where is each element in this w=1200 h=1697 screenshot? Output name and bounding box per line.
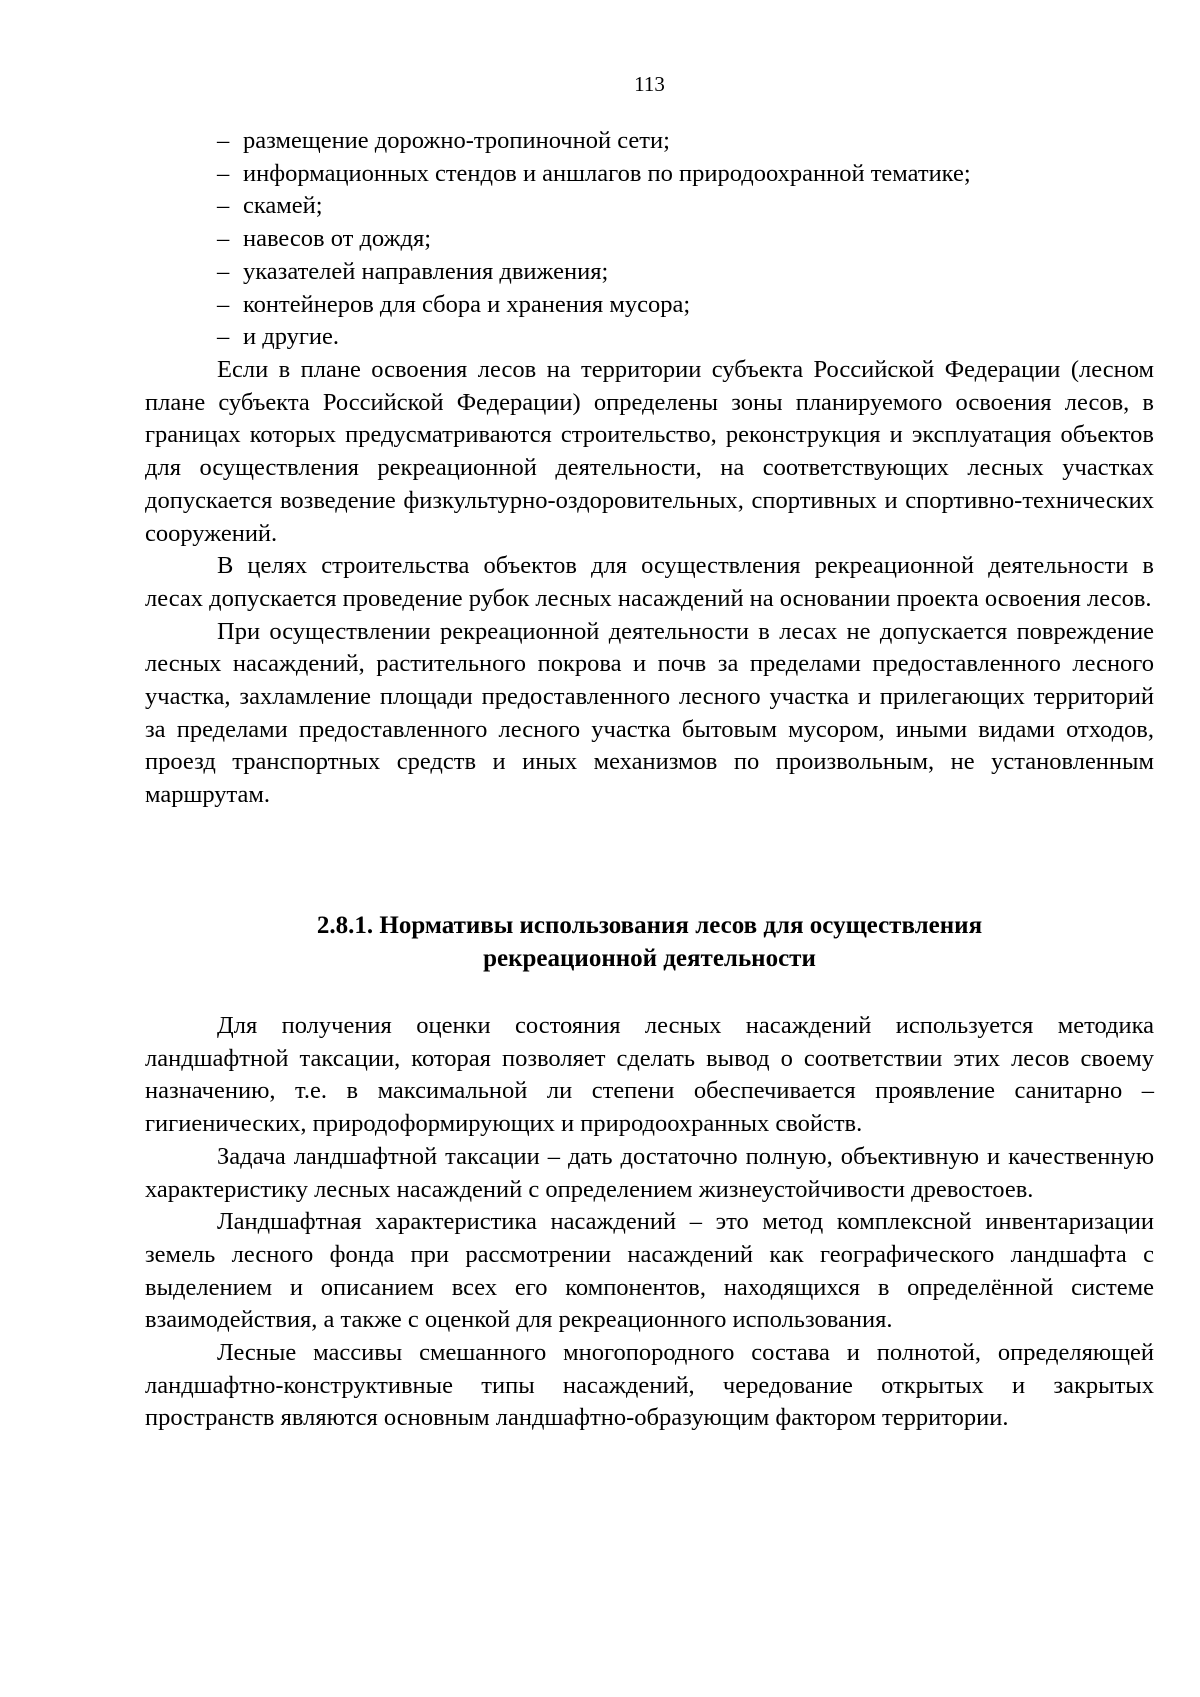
paragraph: Если в плане освоения лесов на территории субъекта Российской Федерации (лесном плане субъекта Российской Федерации) определены зоны планируемого освоения лесов, в границах которых предусматриваются строительство, реконструкция и эксплуатация объектов для осуществления рекреационной деятельности, на соответствующих лесных участках допускается возведение физкультурно-оздоровительных, спортивных и спортивно-технических сооружений. [145, 356, 1154, 547]
list-item [145, 321, 1154, 354]
list-item-text: скамей; [243, 192, 323, 220]
section-heading [145, 910, 1154, 975]
list-item-text: навесов от дождя; [243, 225, 432, 253]
bullet-dash: – [217, 159, 230, 187]
list-item [145, 158, 1154, 191]
paragraph: Для получения оценки состояния лесных насаждений используется методика ландшафтной таксации, которая позволяет сделать вывод о соответствии этих лесов своему назначению, т.е. в максимальной ли степени обеспечивается проявление санитарно – гигиенических, природоформирующих и природоохранных свойств. [145, 1012, 1154, 1138]
bullet-dash: – [217, 127, 230, 154]
paragraph: Задача ландшафтной таксации – дать достаточно полную, объективную и качественную характеристику лесных насаждений с определением жизнеустойчивости древостоев. [145, 1142, 1154, 1203]
section-heading-line: рекреационной деятельности [483, 944, 816, 972]
list-item-text: указателей направления движения; [243, 257, 609, 285]
bullet-dash: – [217, 192, 230, 220]
bullet-dash: – [217, 290, 230, 318]
list-item [145, 223, 1154, 256]
list-item [145, 125, 1154, 158]
bullet-dash: – [217, 323, 230, 351]
bullet-dash: – [217, 257, 230, 285]
bullet-dash: – [217, 225, 230, 253]
list-item-text: информационных стендов и аншлагов по природоохранной тематике; [243, 159, 971, 187]
paragraph: Лесные массивы смешанного многопородного состава и полнотой, определяющей ландшафтно-конструктивные типы насаждений, чередование открытых и закрытых пространств являются основным ландшафтно-образующим фактором территории. [145, 1339, 1154, 1432]
body-text-top [145, 354, 1154, 812]
list-item-text: размещение дорожно-тропиночной сети; [243, 127, 670, 154]
bullet-list [145, 125, 1154, 354]
list-item [145, 289, 1154, 322]
paragraph: В целях строительства объектов для осуществления рекреационной деятельности в лесах допускается проведение рубок лесных насаждений на основании проекта освоения лесов. [145, 552, 1154, 612]
paragraph: При осуществлении рекреационной деятельности в лесах не допускается повреждение лесных насаждений, растительного покрова и почв за пределами предоставленного лесного участка, захламление площади предоставленного лесного участка и прилегающих территорий за пределами предоставленного лесного участка бытовым мусором, иными видами отходов, проезд транспортных средств и иных механизмов по произвольным, не установленным маршрутам. [145, 617, 1154, 809]
section-heading-line: 2.8.1. Нормативы использования лесов для осуществления [316, 912, 983, 939]
list-item-text: контейнеров для сбора и хранения мусора; [243, 290, 691, 318]
list-item [145, 256, 1154, 289]
page-number: 113 [634, 72, 665, 96]
list-item-text: и другие. [243, 323, 340, 351]
paragraph: Ландшафтная характеристика насаждений – это метод комплексной инвентаризации земель лесного фонда при рассмотрении насаждений как географического ландшафта с выделением и описанием всех его компонентов, находящихся в определённой системе взаимодействия, а также с оценкой для рекреационного использования. [145, 1208, 1154, 1334]
list-item [145, 190, 1154, 223]
body-text-bottom [145, 1010, 1154, 1435]
